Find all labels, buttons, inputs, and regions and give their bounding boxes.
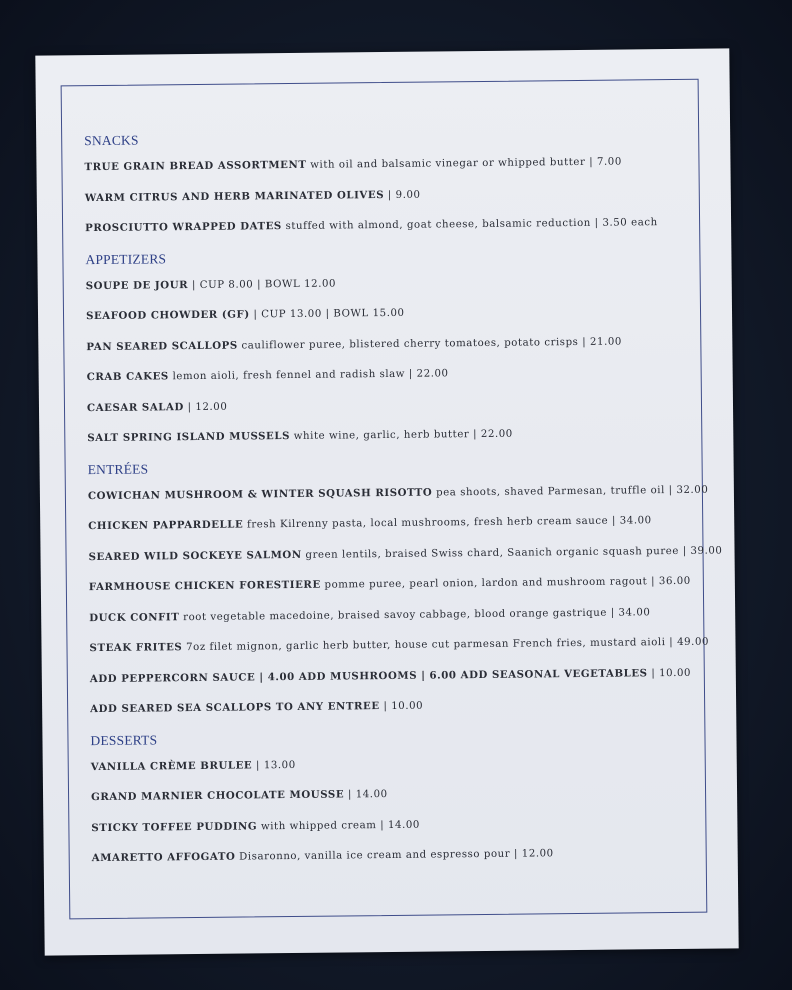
- menu-item-description: lemon aioli, fresh fennel and radish slaw: [172, 368, 406, 383]
- menu-item-name: PAN SEARED SCALLOPS: [86, 339, 238, 353]
- menu-item-price: 32.00: [676, 484, 709, 496]
- menu-item-name: SOUPE DE JOUR: [85, 278, 189, 292]
- price-separator: |: [651, 667, 656, 679]
- menu-item-description: green lentils, braised Swiss chard, Saanich organic squash puree: [305, 545, 679, 561]
- menu-item-name: SEAFOOD CHOWDER (GF): [85, 308, 250, 323]
- section-title-snacks: SNACKS: [84, 132, 139, 149]
- price-separator: |: [513, 848, 519, 860]
- price-separator: |: [191, 279, 196, 291]
- menu-item: [85, 212, 695, 238]
- menu-item-description: pomme puree, pearl onion, lardon and mushroom ragout: [324, 576, 648, 591]
- price-separator: |: [582, 336, 587, 348]
- menu-item-name: STEAK FRITES: [89, 641, 183, 655]
- menu-item-price: 12.00: [521, 848, 554, 860]
- menu-item-description: with oil and balsamic vinegar or whipped butter: [310, 156, 586, 171]
- menu-item: [87, 361, 697, 387]
- menu-item-description: 7oz filet mignon, garlic herb butter, house cut parmesan French fries, mustard aioli: [186, 637, 666, 654]
- price-separator: |: [408, 368, 413, 380]
- menu-item-price: 49.00: [677, 636, 710, 648]
- menu-item-name: ADD PEPPERCORN SAUCE | 4.00 ADD MUSHROOMS | 6.00 ADD SEASONAL VEGETABLES: [89, 666, 648, 685]
- menu-item-price: 36.00: [658, 575, 691, 588]
- price-separator: |: [255, 759, 261, 771]
- menu-item-name: CHICKEN PAPPARDELLE: [88, 518, 244, 533]
- menu-item-price: 14.00: [355, 789, 388, 801]
- menu-item-name: PROSCIUTTO WRAPPED DATES: [85, 220, 282, 235]
- price-separator: |: [380, 819, 385, 831]
- menu-content: [84, 124, 723, 879]
- menu-item-name: SEARED WILD SOCKEYE SALMON: [88, 548, 302, 563]
- menu-item: [87, 422, 697, 448]
- menu-item-price: 10.00: [391, 700, 424, 712]
- menu-item: [91, 811, 701, 837]
- price-separator: |: [669, 637, 674, 649]
- menu-item-name: AMARETTO AFFOGATO: [91, 850, 236, 865]
- price-separator: |: [347, 789, 352, 801]
- menu-item-description: white wine, garlic, herb butter: [293, 429, 470, 442]
- price-separator: |: [589, 156, 594, 168]
- menu-item-description: stuffed with almond, goat cheese, balsamic reduction: [285, 217, 591, 233]
- menu-item: [89, 571, 699, 597]
- menu-item-description: cauliflower puree, blistered cherry tomatoes, potato crisps: [241, 336, 579, 352]
- menu-item-price: 7.00: [596, 156, 622, 168]
- menu-item: [88, 510, 698, 536]
- section-title-entres: ENTRÉES: [87, 460, 149, 477]
- menu-item: [85, 181, 695, 207]
- menu-item-price: 10.00: [659, 667, 692, 679]
- menu-item: [89, 601, 699, 627]
- menu-item-price: 22.00: [480, 428, 513, 441]
- menu-item: [86, 269, 696, 295]
- menu-item-name: WARM CITRUS AND HERB MARINATED OLIVES: [84, 188, 385, 204]
- price-separator: |: [668, 484, 673, 496]
- menu-item-description: root vegetable macedoine, braised savoy cabbage, blood orange gastrique: [183, 607, 607, 623]
- menu-item-price: CUP 8.00 | BOWL 12.00: [199, 278, 337, 291]
- menu-item-price: 39.00: [690, 544, 723, 557]
- menu-item-name: CAESAR SALAD: [86, 400, 184, 414]
- price-separator: |: [651, 576, 656, 588]
- menu-item-name: TRUE GRAIN BREAD ASSORTMENT: [84, 158, 307, 174]
- menu-item: [84, 151, 694, 177]
- menu-item-name: VANILLA CRÈME BRULEE: [90, 758, 253, 773]
- price-separator: |: [387, 189, 392, 201]
- price-separator: |: [473, 429, 478, 441]
- price-separator: |: [187, 401, 192, 413]
- menu-item-name: FARMHOUSE CHICKEN FORESTIERE: [88, 578, 321, 594]
- menu-item-description: pea shoots, shaved Parmesan, truffle oil: [436, 484, 665, 498]
- menu-item: [86, 330, 696, 356]
- menu-item-price: 9.00: [395, 189, 421, 201]
- menu-item-name: GRAND MARNIER CHOCOLATE MOUSSE: [91, 788, 345, 804]
- menu-item: [91, 781, 701, 807]
- menu-item-price: 3.50 each: [602, 217, 658, 229]
- menu-item: [92, 842, 702, 868]
- menu-item-price: 22.00: [416, 368, 449, 380]
- price-separator: |: [253, 309, 258, 321]
- menu-item: [87, 479, 709, 505]
- menu-item: [91, 750, 701, 776]
- menu-item: [90, 662, 700, 688]
- menu-item: [90, 693, 700, 719]
- menu-item: [88, 540, 723, 566]
- menu-item-price: 34.00: [618, 606, 651, 619]
- menu-item-name: SALT SPRING ISLAND MUSSELS: [87, 430, 291, 445]
- menu-item-price: 21.00: [589, 336, 622, 348]
- menu-item-description: Disaronno, vanilla ice cream and espresso pour: [239, 848, 511, 863]
- menu-item: [87, 391, 697, 417]
- menu-item-price: 34.00: [619, 515, 652, 527]
- menu-item-price: 12.00: [195, 401, 228, 413]
- menu-paper: [35, 48, 738, 955]
- menu-item-name: CRAB CAKES: [86, 370, 169, 384]
- menu-item-price: CUP 13.00 | BOWL 15.00: [261, 307, 405, 321]
- price-separator: |: [383, 701, 388, 713]
- menu-item: [86, 300, 696, 326]
- menu-item-name: ADD SEARED SEA SCALLOPS TO ANY ENTREE: [90, 700, 380, 716]
- price-separator: |: [594, 217, 599, 229]
- menu-border-frame: [61, 79, 723, 920]
- menu-item-price: 13.00: [263, 759, 296, 771]
- price-separator: |: [682, 545, 687, 557]
- section-title-desserts: DESSERTS: [90, 731, 158, 748]
- section-title-appetizers: APPETIZERS: [85, 250, 167, 267]
- price-separator: |: [610, 607, 615, 619]
- menu-item-name: COWICHAN MUSHROOM & WINTER SQUASH RISOTTO: [87, 486, 433, 502]
- price-separator: |: [611, 515, 616, 527]
- menu-item-name: STICKY TOFFEE PUDDING: [91, 819, 258, 834]
- menu-item-name: DUCK CONFIT: [89, 610, 180, 624]
- menu-item: [89, 632, 710, 658]
- menu-item-description: with whipped cream: [260, 819, 377, 832]
- menu-item-price: 14.00: [387, 819, 420, 831]
- menu-item-description: fresh Kilrenny pasta, local mushrooms, fresh herb cream sauce: [246, 515, 609, 531]
